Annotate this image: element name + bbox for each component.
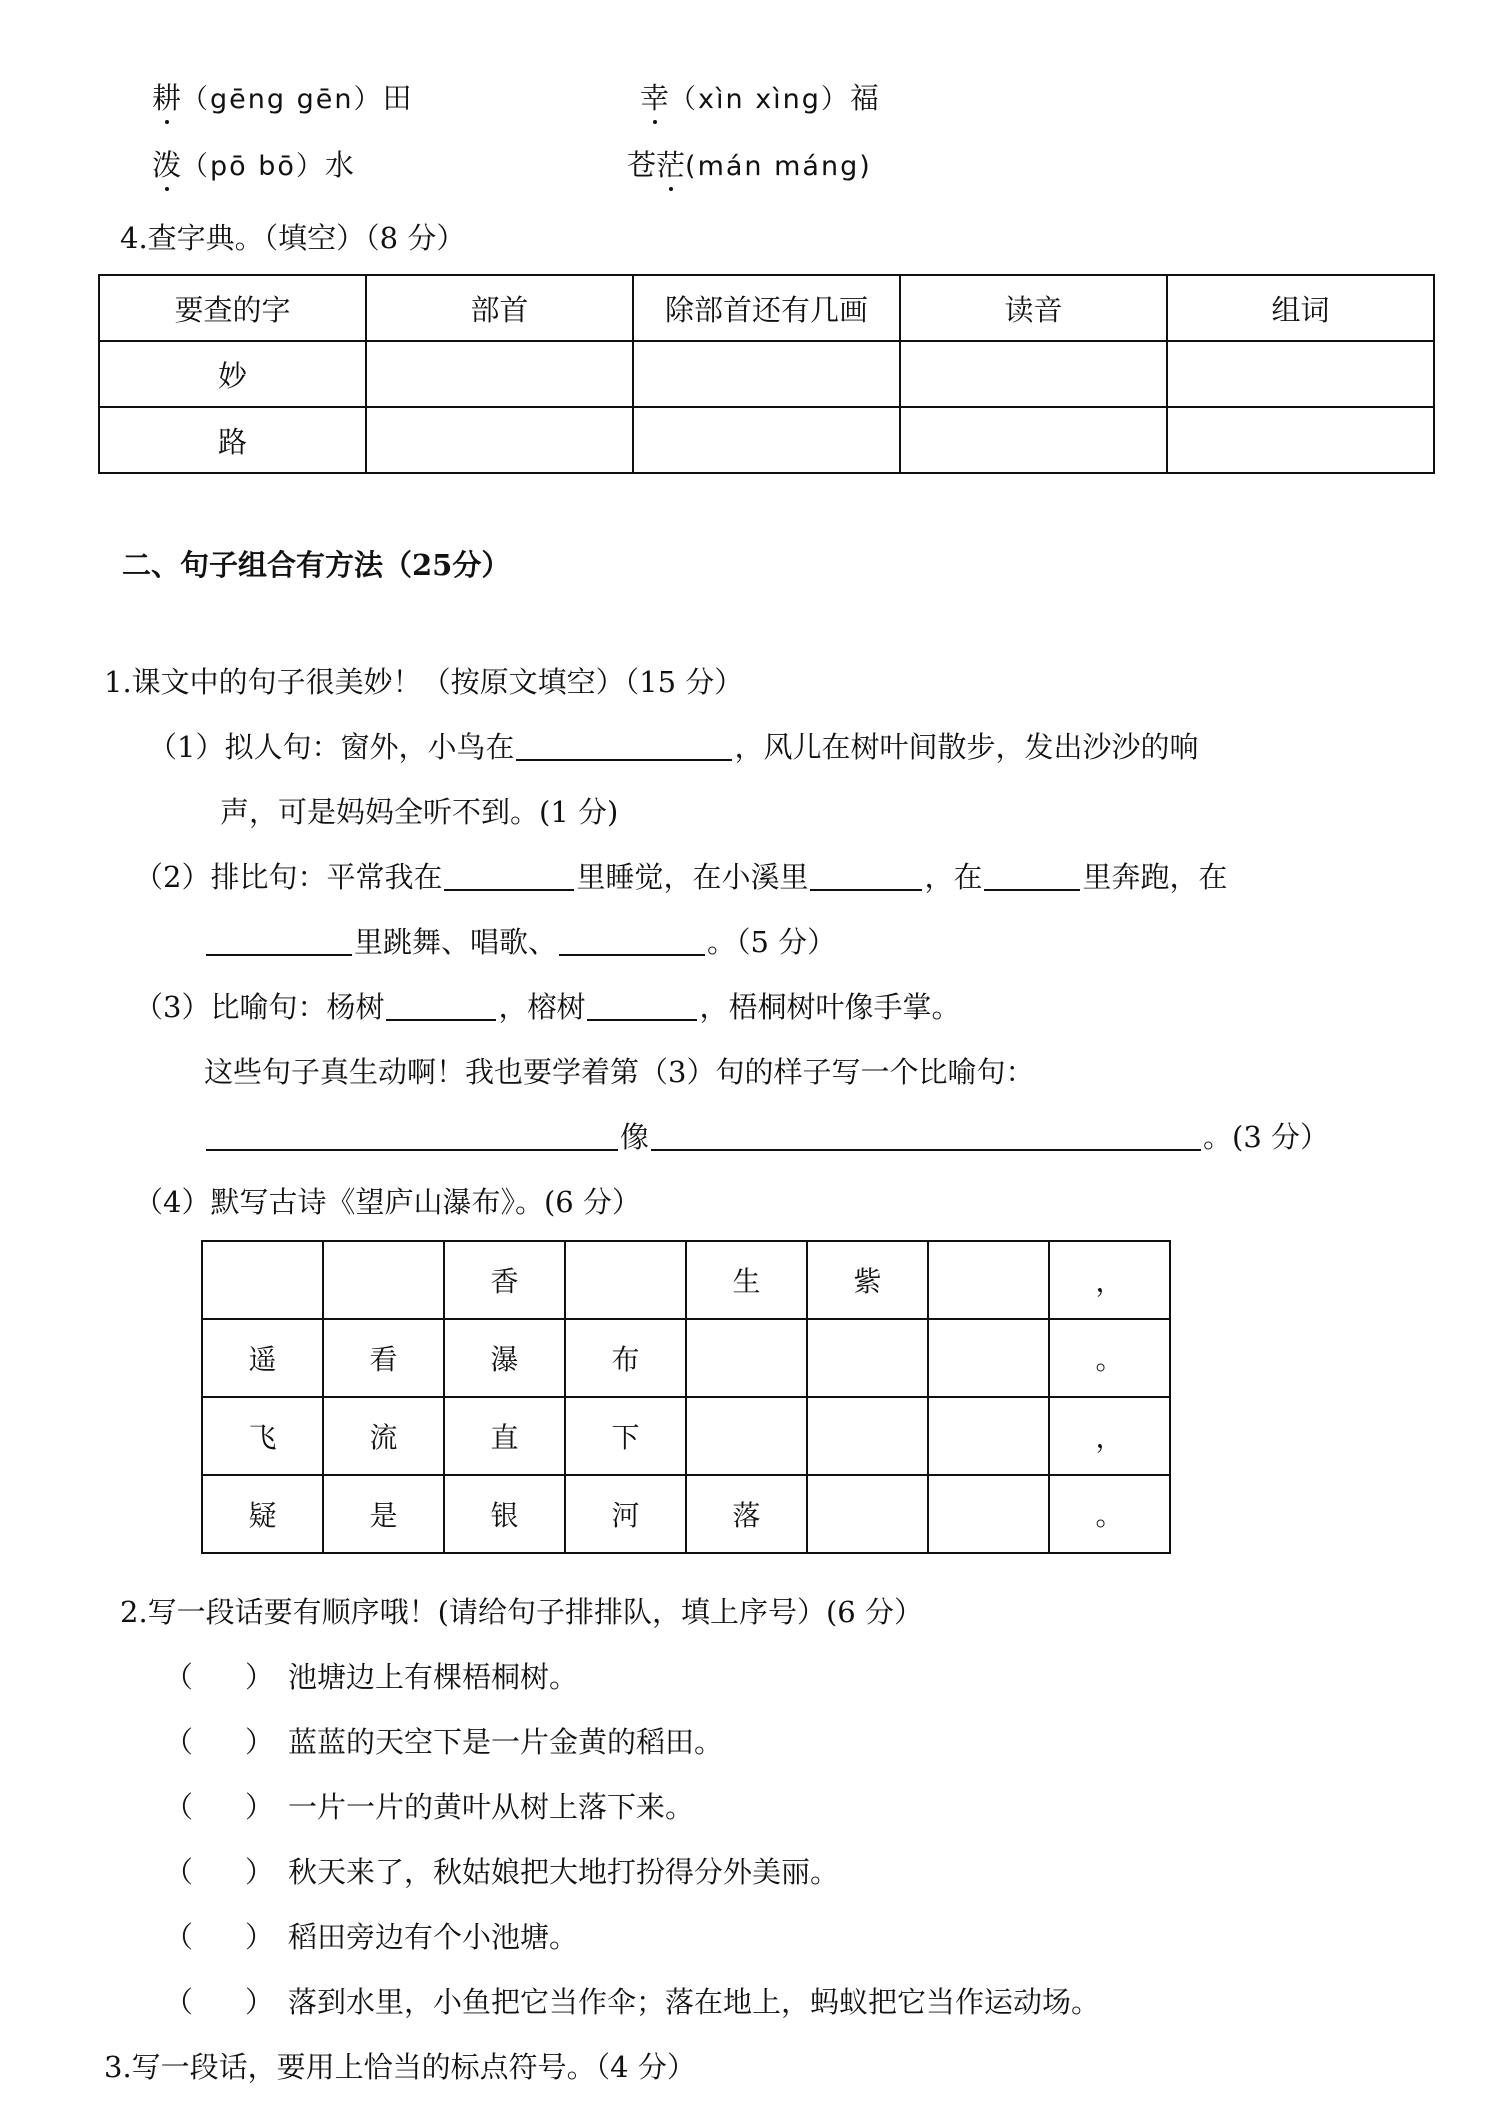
order-blank[interactable]: （ ） [164,1725,275,1759]
poem-cell: 布 [565,1319,686,1397]
poem-cell: 直 [444,1397,565,1475]
order-item: （ ） 蓝蓝的天空下是一片金黄的稻田。 [164,1722,723,1762]
table-header: 读音 [900,275,1167,341]
fill-blank[interactable] [206,924,352,956]
poem-cell: 紫 [807,1241,928,1319]
poem-cell[interactable] [928,1397,1049,1475]
poem-cell: 生 [686,1241,807,1319]
order-item: （ ） 池塘边上有棵梧桐树。 [164,1657,578,1697]
table-header: 要查的字 [99,275,366,341]
order-item: （ ） 稻田旁边有个小池塘。 [164,1917,578,1957]
answer-cell[interactable] [1167,341,1434,407]
order-blank[interactable]: （ ） [164,1920,275,1954]
poem-cell: 。 [1049,1475,1170,1553]
answer-cell[interactable] [633,341,900,407]
order-item: （ ） 秋天来了，秋姑娘把大地打扮得分外美丽。 [164,1852,839,1892]
pinyin-item-2: 幸（xìn xìng）福 [640,78,879,120]
poem-cell: ， [1049,1397,1170,1475]
poem-cell: 遥 [202,1319,323,1397]
poem-cell: 疑 [202,1475,323,1553]
fill-blank[interactable] [587,989,697,1021]
poem-cell: 银 [444,1475,565,1553]
poem-cell: 看 [323,1319,444,1397]
fill-blank[interactable] [516,729,732,761]
q1-sentence-1-cont: 声，可是妈妈全听不到。(1 分) [220,795,619,829]
q1-sentence-3-prompt: 这些句子真生动啊！我也要学着第（3）句的样子写一个比喻句： [204,1055,1035,1089]
order-blank[interactable]: （ ） [164,1855,275,1889]
poem-cell: 香 [444,1241,565,1319]
poem-cell: ， [1049,1241,1170,1319]
poem-cell: 下 [565,1397,686,1475]
table-cell: 路 [99,407,366,473]
poem-cell[interactable] [565,1241,686,1319]
order-blank[interactable]: （ ） [164,1985,275,2019]
q2-title: 2.写一段话要有顺序哦！(请给句子排排队，填上序号）(6 分） [120,1595,923,1629]
pinyin-item-4: 苍茫(mán máng) [627,145,872,187]
answer-cell[interactable] [366,341,633,407]
poem-cell[interactable] [928,1241,1049,1319]
poem-cell: 是 [323,1475,444,1553]
answer-cell[interactable] [633,407,900,473]
fill-blank[interactable] [810,859,922,891]
dictionary-table [98,274,1435,474]
poem-cell: 流 [323,1397,444,1475]
q1-sentence-3: （3）比喻句：杨树 ，榕树 ，梧桐树叶像手掌。 [134,990,961,1024]
order-item: （ ） 落到水里，小鱼把它当作伞；落在地上，蚂蚁把它当作运动场。 [164,1982,1100,2022]
poem-cell[interactable] [928,1319,1049,1397]
table-header: 除部首还有几画 [633,275,900,341]
q1-sentence-4: （4）默写古诗《望庐山瀑布》。(6 分） [134,1185,641,1219]
order-blank[interactable]: （ ） [164,1660,275,1694]
poem-cell[interactable] [323,1241,444,1319]
poem-cell: 。 [1049,1319,1170,1397]
poem-cell[interactable] [686,1319,807,1397]
pinyin-item-3: 泼（pō bō）水 [152,145,354,187]
q1-sentence-1: （1）拟人句：窗外，小鸟在 ，风儿在树叶间散步，发出沙沙的响 [148,730,1199,764]
fill-blank[interactable] [559,924,705,956]
poem-cell: 落 [686,1475,807,1553]
fill-blank[interactable] [984,859,1080,891]
pinyin-item-1: 耕（gēng gēn）田 [152,78,411,120]
order-item: （ ） 一片一片的黄叶从树上落下来。 [164,1787,694,1827]
poem-cell[interactable] [807,1319,928,1397]
q1-sentence-3-write: 像 。(3 分） [204,1117,1329,1157]
poem-grid [201,1240,1171,1554]
table-header: 部首 [366,275,633,341]
poem-cell[interactable] [928,1475,1049,1553]
poem-cell[interactable] [807,1397,928,1475]
poem-cell: 河 [565,1475,686,1553]
q3-title: 3.写一段话，要用上恰当的标点符号。（4 分） [104,2050,696,2084]
poem-cell[interactable] [686,1397,807,1475]
fill-blank[interactable] [206,1119,618,1151]
q1-sentence-2-cont: 里跳舞、唱歌、 。（5 分） [204,922,836,962]
section-2-title: 二、句子组合有方法（25分） [122,548,511,582]
answer-cell[interactable] [900,407,1167,473]
answer-cell[interactable] [900,341,1167,407]
fill-blank[interactable] [651,1119,1201,1151]
answer-cell[interactable] [366,407,633,473]
fill-blank[interactable] [444,859,574,891]
q1-title: 1.课文中的句子很美妙！（按原文填空）（15 分） [104,665,744,699]
q1-sentence-2: （2）排比句：平常我在 里睡觉，在小溪里 ，在 里奔跑，在 [134,860,1228,894]
poem-cell[interactable] [807,1475,928,1553]
q4-title: 4.查字典。（填空）（8 分） [120,221,466,255]
poem-cell: 瀑 [444,1319,565,1397]
table-header: 组词 [1167,275,1434,341]
order-blank[interactable]: （ ） [164,1790,275,1824]
poem-cell: 飞 [202,1397,323,1475]
poem-cell[interactable] [202,1241,323,1319]
fill-blank[interactable] [386,989,496,1021]
table-cell: 妙 [99,341,366,407]
answer-cell[interactable] [1167,407,1434,473]
